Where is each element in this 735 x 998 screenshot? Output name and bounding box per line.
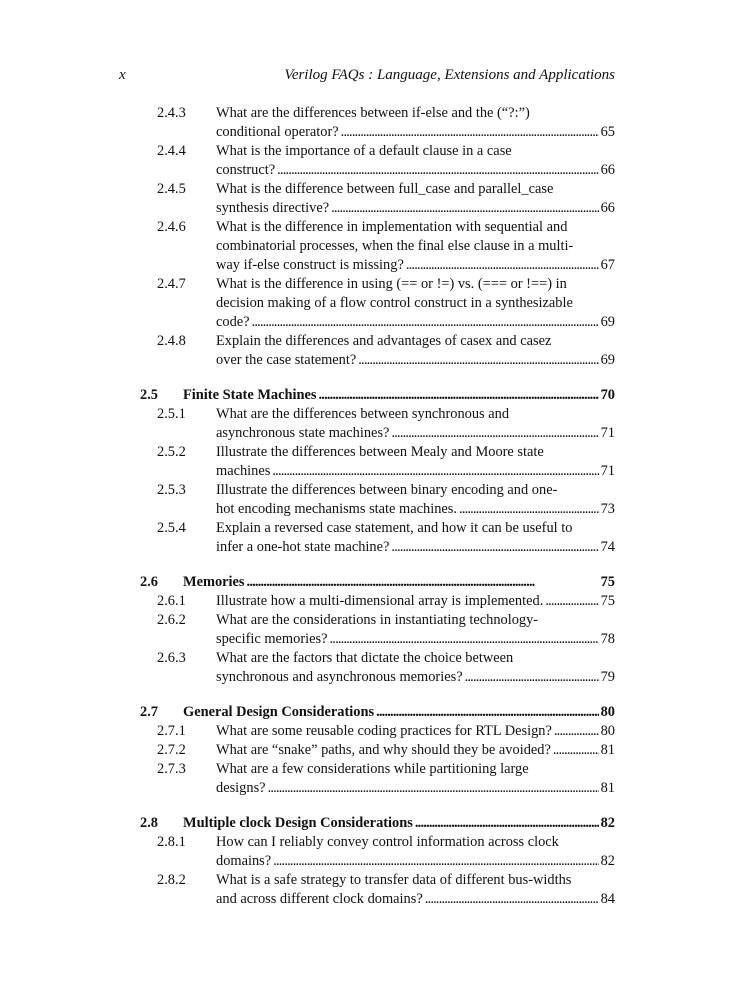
toc-entry [140, 649, 615, 687]
leader-dots [406, 256, 599, 275]
entry-text-line: What is a safe strategy to transfer data of different bus-widths [216, 872, 572, 888]
entry-text-line: What is the difference in using (== or !=) vs. (=== or !==) in [216, 276, 567, 292]
entry-page-number: 74 [600, 539, 615, 555]
table-of-contents [140, 104, 615, 909]
entry-number: 2.4.5 [157, 181, 186, 197]
section-number: 2.6 [140, 574, 158, 590]
entry-page-number: 69 [600, 314, 615, 330]
toc-entry [140, 833, 615, 871]
toc-entry [140, 871, 615, 909]
leader-dots [415, 814, 599, 833]
entry-last-line [216, 424, 615, 443]
leader-dots [459, 500, 599, 519]
entry-text-line: decision making of a flow control construct in a synthesizable [216, 295, 573, 311]
leader-dots [273, 852, 598, 871]
entry-last-line [216, 161, 615, 180]
section-number: 2.7 [140, 704, 158, 720]
entry-text-line: over the case statement? [216, 352, 357, 368]
entry-last-line [216, 538, 615, 557]
entry-last-line [216, 890, 615, 909]
entry-last-line [216, 741, 615, 760]
entry-body [216, 611, 615, 649]
leader-dots [331, 199, 599, 218]
entry-page-number: 67 [600, 257, 615, 273]
entry-page-number: 84 [600, 891, 615, 907]
toc-entry [140, 275, 615, 332]
leader-dots [425, 890, 599, 909]
entry-body [216, 104, 615, 142]
section-heading [140, 573, 615, 592]
entry-page-number: 79 [600, 669, 615, 685]
entry-page-number: 81 [600, 780, 615, 796]
entry-number: 2.8.2 [157, 872, 186, 888]
entry-number: 2.7.1 [157, 723, 186, 739]
entry-body [216, 481, 615, 519]
entry-number: 2.5.2 [157, 444, 186, 460]
entry-page-number: 71 [600, 463, 615, 479]
section-number: 2.8 [140, 815, 158, 831]
section-heading [140, 386, 615, 405]
entry-body [216, 833, 615, 871]
leader-dots [329, 630, 598, 649]
entry-last-line [216, 500, 615, 519]
entry-text-line: Explain the differences and advantages of casex and casez [216, 333, 552, 349]
leader-dots [252, 313, 599, 332]
page-number: x [119, 67, 126, 83]
section-title: Memories [183, 574, 245, 590]
leader-dots [391, 538, 598, 557]
entry-text-line: How can I reliably convey control information across clock [216, 834, 559, 850]
entry-body [216, 405, 615, 443]
entry-last-line [216, 256, 615, 275]
leader-dots [554, 722, 599, 741]
entry-body [216, 443, 615, 481]
entry-number: 2.4.3 [157, 105, 186, 121]
entry-text-line: What are some reusable coding practices for RTL Design? [216, 723, 552, 739]
toc-entry [140, 332, 615, 370]
section-page-number: 80 [600, 704, 615, 720]
toc-entry [140, 218, 615, 275]
toc-entry [140, 481, 615, 519]
toc-entry [140, 760, 615, 798]
entry-last-line [216, 779, 615, 798]
leader-dots [341, 123, 599, 142]
entry-last-line [216, 123, 615, 142]
entry-body [216, 519, 615, 557]
entry-text-line: construct? [216, 162, 276, 178]
entry-text-line: What is the difference in implementation with sequential and [216, 219, 568, 235]
entry-text-line: synthesis directive? [216, 200, 330, 216]
leader-dots [553, 741, 599, 760]
entry-page-number: 66 [600, 162, 615, 178]
entry-text-line: domains? [216, 853, 272, 869]
entry-number: 2.5.1 [157, 406, 186, 422]
entry-text-line: What is the difference between full_case and parallel_case [216, 181, 554, 197]
entry-body [216, 275, 615, 332]
section-page-number: 82 [600, 815, 615, 831]
entry-body [216, 592, 615, 611]
toc-entry [140, 741, 615, 760]
leader-dots [376, 703, 599, 722]
entry-text-line: What are the differences between if-else and the (“?:”) [216, 105, 530, 121]
entry-last-line [216, 852, 615, 871]
entry-text-line: code? [216, 314, 250, 330]
entry-page-number: 78 [600, 631, 615, 647]
entry-number: 2.4.6 [157, 219, 186, 235]
entry-text-line: What are a few considerations while partitioning large [216, 761, 529, 777]
section-number: 2.5 [140, 387, 158, 403]
section-title: Multiple clock Design Considerations [183, 815, 413, 831]
entry-number: 2.6.1 [157, 593, 186, 609]
entry-last-line [216, 462, 615, 481]
entry-body [216, 871, 615, 909]
entry-number: 2.5.4 [157, 520, 186, 536]
entry-text-line: What are “snake” paths, and why should they be avoided? [216, 742, 551, 758]
toc-entry [140, 443, 615, 481]
book-title: Verilog FAQs : Language, Extensions and Applications [284, 67, 615, 83]
entry-number: 2.4.8 [157, 333, 186, 349]
entry-text-line: Explain a reversed case statement, and how it can be useful to [216, 520, 573, 536]
toc-entry [140, 104, 615, 142]
entry-page-number: 66 [600, 200, 615, 216]
entry-number: 2.5.3 [157, 482, 186, 498]
leader-dots [319, 386, 599, 405]
entry-body [216, 722, 615, 741]
entry-text-line: What are the differences between synchronous and [216, 406, 510, 422]
leader-dots [277, 161, 598, 180]
entry-text-line: combinatorial processes, when the final else clause in a multi- [216, 238, 574, 254]
entry-number: 2.7.2 [157, 742, 186, 758]
toc-entry [140, 180, 615, 218]
section-page-number: 70 [600, 387, 615, 403]
entry-text-line: way if-else construct is missing? [216, 257, 404, 273]
entry-text-line: specific memories? [216, 631, 328, 647]
toc-entry [140, 592, 615, 611]
toc-entry [140, 611, 615, 649]
entry-page-number: 80 [600, 723, 615, 739]
toc-entry [140, 519, 615, 557]
entry-text-line: Illustrate how a multi-dimensional array is implemented. [216, 593, 544, 609]
entry-last-line [216, 630, 615, 649]
entry-text-line: machines [216, 463, 271, 479]
entry-last-line [216, 668, 615, 687]
entry-page-number: 65 [600, 124, 615, 140]
entry-last-line [216, 351, 615, 370]
entry-text-line: synchronous and asynchronous memories? [216, 669, 463, 685]
leader-dots [268, 779, 599, 798]
entry-text-line: What are the considerations in instantiating technology- [216, 612, 539, 628]
toc-entry [140, 405, 615, 443]
entry-body [216, 760, 615, 798]
entry-body [216, 332, 615, 370]
entry-page-number: 81 [600, 742, 615, 758]
section-title: General Design Considerations [183, 704, 375, 720]
entry-last-line [216, 199, 615, 218]
entry-last-line [216, 592, 615, 611]
entry-text-line: conditional operator? [216, 124, 339, 140]
entry-number: 2.7.3 [157, 761, 186, 777]
entry-text-line: Illustrate the differences between Mealy and Moore state [216, 444, 544, 460]
entry-number: 2.4.7 [157, 276, 186, 292]
leader-dots [465, 668, 599, 687]
toc-entry [140, 722, 615, 741]
entry-text-line: and across different clock domains? [216, 891, 423, 907]
entry-page-number: 73 [600, 501, 615, 517]
entry-page-number: 71 [600, 425, 615, 441]
entry-body [216, 180, 615, 218]
entry-page-number: 75 [600, 593, 615, 609]
entry-number: 2.4.4 [157, 143, 186, 159]
entry-number: 2.6.2 [157, 612, 186, 628]
entry-text-line: infer a one-hot state machine? [216, 539, 390, 555]
entry-text-line: What are the factors that dictate the choice between [216, 650, 514, 666]
entry-page-number: 69 [600, 352, 615, 368]
entry-last-line [216, 722, 615, 741]
section-page-number: 75 [600, 574, 615, 590]
entry-text-line: What is the importance of a default clause in a case [216, 143, 512, 159]
leader-dots [391, 424, 598, 443]
leader-dots [545, 592, 598, 611]
leader-dots [358, 351, 598, 370]
entry-body [216, 142, 615, 180]
entry-text-line: asynchronous state machines? [216, 425, 390, 441]
entry-body [216, 649, 615, 687]
entry-text-line: Illustrate the differences between binary encoding and one- [216, 482, 558, 498]
section-heading [140, 814, 615, 833]
leader-dots [272, 462, 598, 481]
entry-last-line [216, 313, 615, 332]
entry-text-line: hot encoding mechanisms state machines. [216, 501, 457, 517]
toc-entry [140, 142, 615, 180]
entry-number: 2.8.1 [157, 834, 186, 850]
entry-body [216, 218, 615, 275]
entry-body [216, 741, 615, 760]
section-heading [140, 703, 615, 722]
entry-text-line: designs? [216, 780, 266, 796]
entry-page-number: 82 [600, 853, 615, 869]
leader-dots [247, 573, 599, 592]
entry-number: 2.6.3 [157, 650, 186, 666]
section-title: Finite State Machines [183, 387, 317, 403]
